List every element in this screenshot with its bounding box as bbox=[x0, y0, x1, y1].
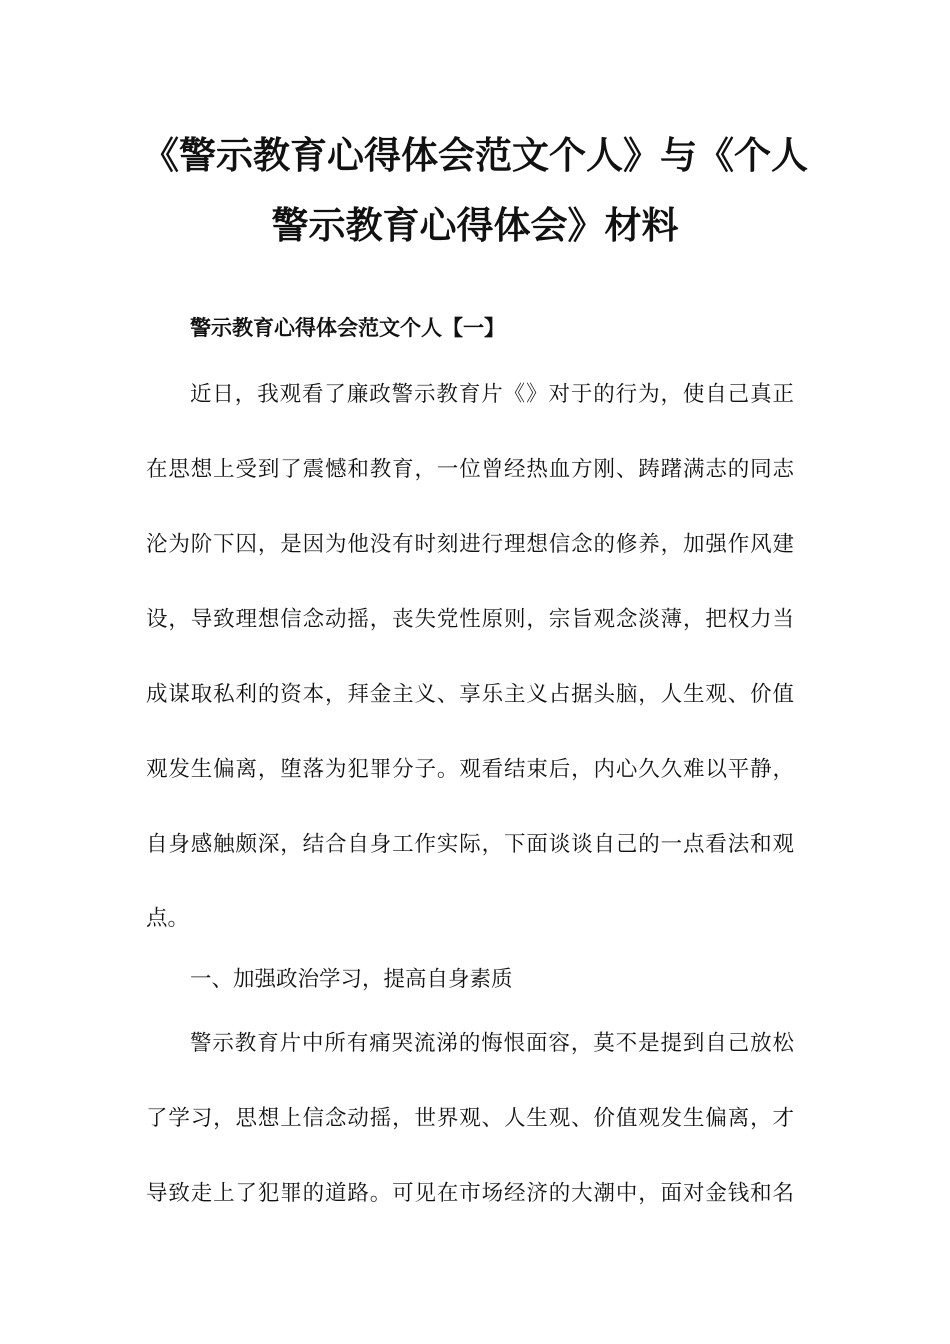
paragraph-2-line: 警示教育片中所有痛哭流涕的悔恨面容，莫不是提到自己放松 bbox=[190, 1031, 794, 1056]
paragraph-1-line: 自身感触颇深，结合自身工作实际，下面谈谈自己的一点看法和观 bbox=[146, 832, 794, 857]
paragraph-2-line: 了学习，思想上信念动摇，世界观、人生观、价值观发生偏离，才 bbox=[146, 1106, 794, 1131]
subheading: 一、加强政治学习，提高自身素质 bbox=[190, 967, 513, 992]
paragraph-1-line: 成谋取私利的资本，拜金主义、享乐主义占据头脑，人生观、价值 bbox=[146, 682, 794, 707]
document-title-line-2: 警示教育心得体会》材料 bbox=[271, 204, 679, 247]
document-title-line-1: 《警示教育心得体会范文个人》与《个人 bbox=[142, 134, 808, 177]
paragraph-1-line: 沦为阶下囚，是因为他没有时刻进行理想信念的修养，加强作风建 bbox=[146, 532, 794, 557]
section-heading: 警示教育心得体会范文个人【一】 bbox=[190, 316, 505, 340]
paragraph-1-line: 点。 bbox=[146, 906, 190, 931]
paragraph-2-line: 导致走上了犯罪的道路。可见在市场经济的大潮中，面对金钱和名 bbox=[146, 1181, 794, 1206]
paragraph-1-line: 设，导致理想信念动摇，丧失党性原则，宗旨观念淡薄，把权力当 bbox=[146, 607, 794, 632]
paragraph-1-line: 在思想上受到了震憾和教育，一位曾经热血方刚、踌躇满志的同志 bbox=[146, 457, 794, 482]
paragraph-1-line: 近日，我观看了廉政警示教育片《》对于的行为，使自己真正 bbox=[190, 382, 794, 407]
paragraph-1-line: 观发生偏离，堕落为犯罪分子。观看结束后，内心久久难以平静， bbox=[146, 757, 794, 782]
